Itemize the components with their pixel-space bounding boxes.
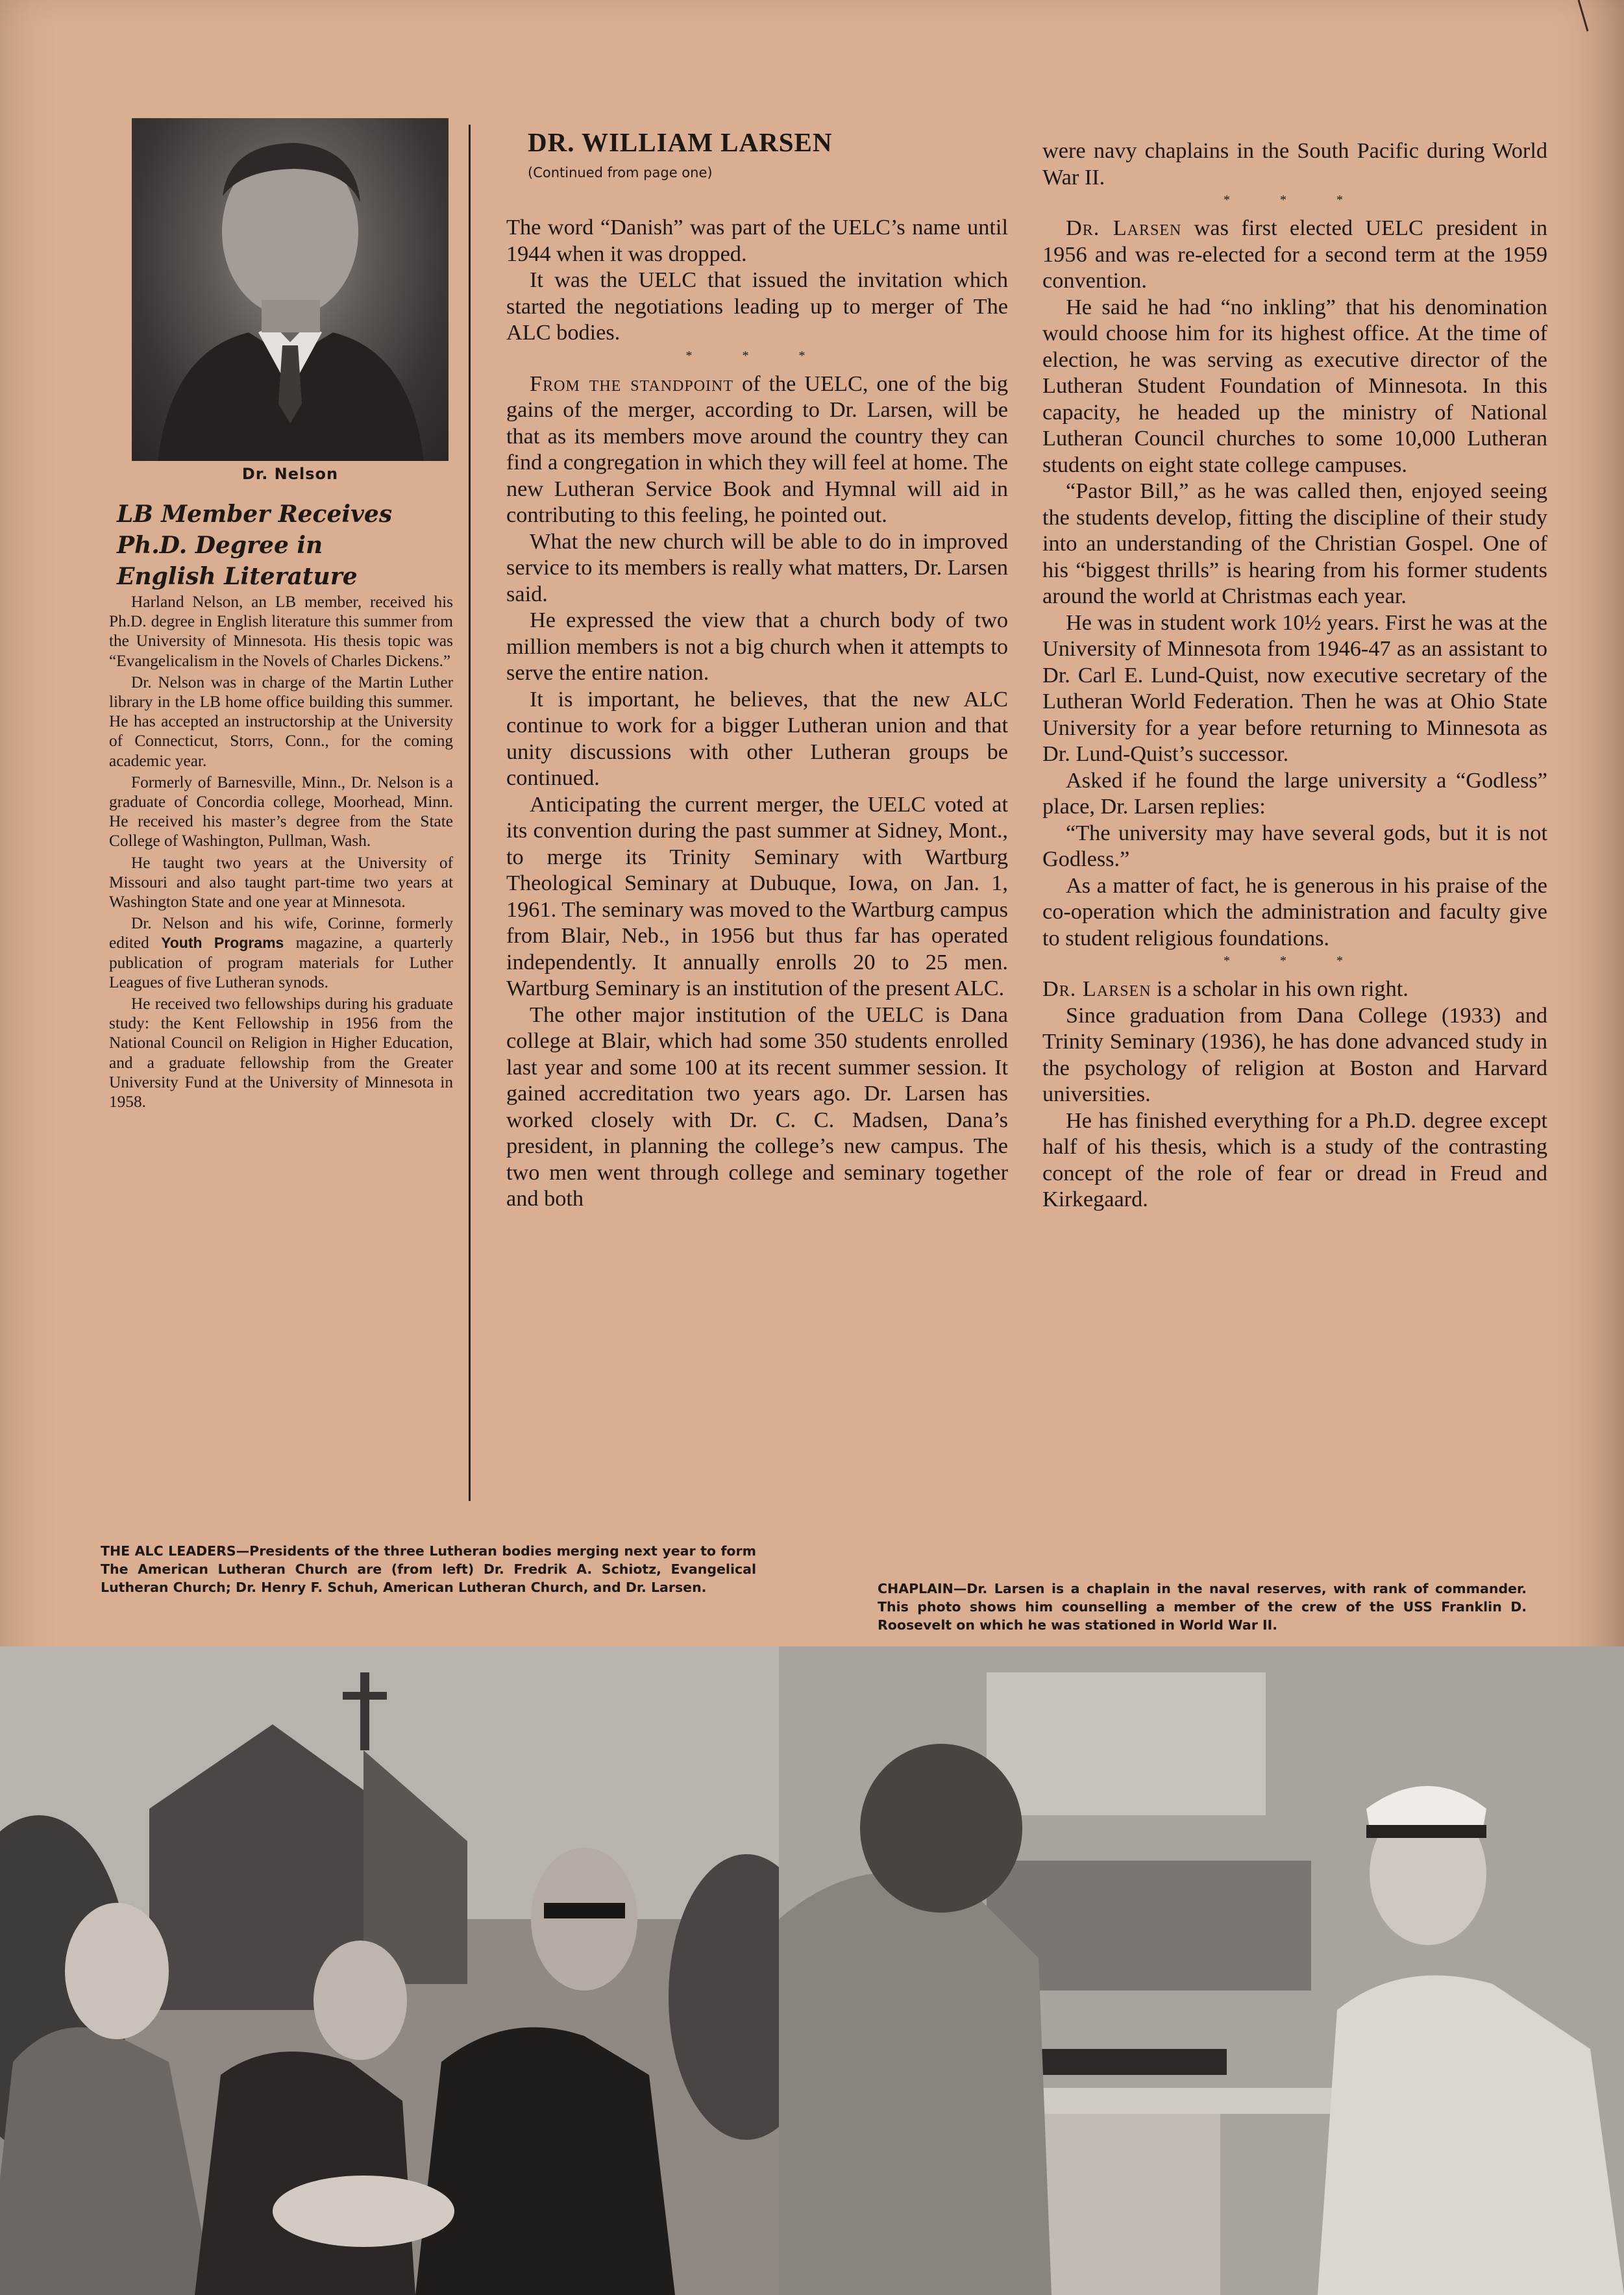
sidebar-paragraph: Harland Nelson, an LB member, received his Ph.D. degree in English literature this summer from the University of Minnesota. His thesis topic was “Evangelicalism in the Novels of Charles Dickens.” — [109, 593, 453, 670]
alc-leaders-caption: THE ALC LEADERS—Presidents of the three Lutheran bodies merging next year to form The American Lutheran Church are (from left) Dr. Fredrik A. Schiotz, Evangelical Lutheran Church; Dr. Henry F. Schuh, American Lutheran Church, and Dr. Larsen. — [101, 1543, 756, 1595]
alc-leaders-photo — [0, 1646, 779, 2295]
article-paragraph: Anticipating the current merger, the UELC voted at its convention during the past summer at Sidney, Mont., to merge its Trinity Seminary with Wartburg Theological Seminary at Dubuque, Iowa, on Jan. 1, 1961. The seminary was moved to the Wartburg campus from Blair, Neb., in 1956 but thus far has operated independently. It annually enrolls 20 to 25 men. Wartburg Seminary is an institution of the present ALC. — [506, 791, 1008, 1000]
article-paragraph: He was in student work 10½ years. First he was at the University of Minnesota from 1946-47 as an assistant to Dr. Carl E. Lund-Quist, now executive secretary of the Lutheran World Federation. Then he was at Ohio State University for a year before returning to Minnesota as Dr. Lund-Quist’s successor. — [1042, 610, 1547, 766]
article-paragraph: He said he had “no inkling” that his denomination would choose him for its highest office. At the time of election, he was serving as executive director of the Lutheran Student Foundation of Minnesota. In this capacity, he headed up the ministry of National Lutheran Council churches to some 10,000 Lutheran students on eight state college campuses. — [1042, 294, 1547, 477]
headline-line-1: LB Member Receives — [117, 501, 393, 528]
article-paragraph — [1042, 976, 1547, 1002]
lead-in: From the standpoint — [530, 371, 734, 396]
article-paragraph: As a matter of fact, he is generous in his praise of the co-operation which the administration and faculty give to student religious foundations. — [1042, 873, 1547, 950]
sidebar-paragraph: Formerly of Barnesville, Minn., Dr. Nelson is a graduate of Concordia college, Moorhead, Minn. He received his master’s degree from the State College of Washington, Pullman, Wash. — [109, 773, 453, 850]
continued-note: (Continued from page one) — [528, 165, 713, 180]
article-paragraph — [506, 371, 1008, 528]
chaplain-photo — [779, 1646, 1624, 2295]
text-run: Dr. Nelson and his wife, Corinne, formerly edited — [109, 914, 453, 952]
article-paragraph: “The university may have several gods, but it is not Godless.” — [1042, 820, 1547, 871]
article-title: DR. WILLIAM LARSEN — [528, 127, 833, 157]
article-paragraph: He expressed the view that a church body of two million members is not a big church when it attempts to serve the entire nation. — [506, 608, 1008, 685]
portrait-caption: Dr. Nelson — [241, 465, 339, 483]
chaplain-caption: CHAPLAIN—Dr. Larsen is a chaplain in the naval reserves, with rank of commander. This photo shows him counselling a member of the crew of the USS Franklin D. Roosevelt on which he was stationed in World War II. — [878, 1581, 1527, 1633]
page-corner-mark — [1576, 0, 1592, 32]
article-paragraph: He has finished everything for a Ph.D. degree except half of his thesis, which is a study of the contrasting concept of the role of fear or dread in Freud and Kirkegaard. — [1042, 1108, 1547, 1211]
lead-in: Dr. Larsen — [1042, 976, 1151, 1001]
text-run: magazine, a quarterly publication of program materials for Luther Leagues of five Lutheran synods. — [109, 934, 453, 991]
text-run: of the UELC, one of the big gains of the merger, according to Dr. Larsen, will be that as its members move around the country they can find a congregation in which they will feel at home. The new Lutheran Service Book and Hymnal will aid in contributing to this feeling, he pointed out. — [506, 371, 1008, 527]
sidebar-headline — [117, 499, 467, 592]
sidebar-paragraph: He received two fellowships during his graduate study: the Kent Fellowship in 1956 from the National Council on Religion in Higher Education, and a graduate fellowship from the Greater University Fund at the University of Minnesota in 1958. — [109, 995, 453, 1111]
article-column-1 — [506, 214, 1008, 1212]
article-paragraph: Since graduation from Dana College (1933) and Trinity Seminary (1936), he has done advanced study in the psychology of religion at Boston and Harvard universities. — [1042, 1002, 1547, 1106]
sidebar-paragraph — [109, 913, 453, 992]
sidebar-paragraph: Dr. Nelson was in charge of the Martin Luther library in the LB home office building this summer. He has accepted an instructorship at the University of Connecticut, Storrs, Conn., for the coming academic year. — [109, 673, 453, 770]
text-run: is a scholar in his own right. — [1151, 976, 1409, 1001]
article-paragraph: What the new church will be able to do in improved service to its members is really what matters, Dr. Larsen said. — [506, 528, 1008, 606]
lead-in: Dr. Larsen — [1066, 216, 1182, 240]
article-paragraph — [1042, 215, 1547, 294]
article-paragraph: It is important, he believes, that the new ALC continue to work for a bigger Lutheran union and that unity discussions with other Lutheran groups be continued. — [506, 686, 1008, 790]
column-divider — [469, 125, 471, 1501]
text-run: was first elected UELC president in 1956 and was re-elected for a second term at the 1959 convention. — [1042, 216, 1547, 293]
dr-nelson-portrait — [132, 118, 449, 461]
article-paragraph: The word “Danish” was part of the UELC’s name until 1944 when it was dropped. — [506, 215, 1008, 266]
sidebar-article-body — [109, 592, 453, 1113]
section-separator: * * * — [1224, 954, 1366, 968]
section-separator: * * * — [685, 348, 829, 363]
headline-line-2: Ph.D. Degree in — [117, 532, 323, 559]
article-paragraph: Asked if he found the large university a “Godless” place, Dr. Larsen replies: — [1042, 767, 1547, 819]
headline-line-3: English Literature — [117, 563, 358, 590]
sidebar-paragraph: He taught two years at the University of Missouri and also taught part-time two years at Washington State and one year at Minnesota. — [109, 853, 453, 912]
article-paragraph: were navy chaplains in the South Pacific during World War II. — [1042, 138, 1547, 190]
article-paragraph: “Pastor Bill,” as he was called then, enjoyed seeing the students develop, fitting the discipline of their study into an understanding of the Christian Gospel. One of his “biggest thrills” is hearing from his former students around the world at Christmas each year. — [1042, 478, 1547, 608]
section-separator: * * * — [1224, 193, 1366, 207]
article-paragraph: It was the UELC that issued the invitation which started the negotiations leading up to merger of The ALC bodies. — [506, 267, 1008, 345]
article-paragraph: The other major institution of the UELC is Dana college at Blair, which had some 350 students enrolled last year and some 100 at its recent summer session. It gained accreditation two years ago. Dr. Larsen has worked closely with Dr. C. C. Madsen, Dana’s president, in planning the college’s new campus. The two men went through college and seminary together and both — [506, 1002, 1008, 1211]
magazine-title: Youth Programs — [161, 934, 284, 952]
article-column-2 — [1042, 138, 1547, 1213]
